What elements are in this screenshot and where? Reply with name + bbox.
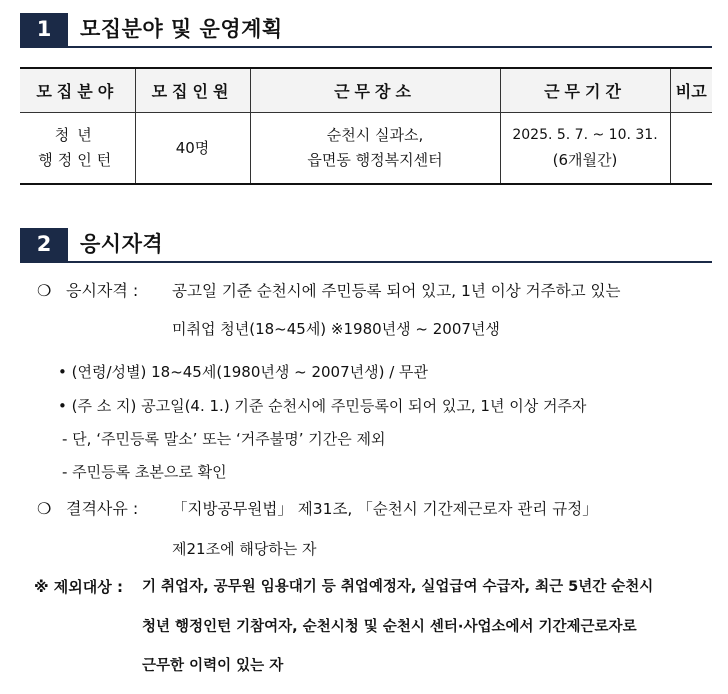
section-2-header: [20, 228, 712, 263]
cell-field: [20, 113, 135, 185]
field-line2: 행정인턴: [38, 151, 117, 169]
detail-2: - 주민등록 초본으로 확인: [62, 463, 227, 481]
q1-line2: 미취업 청년(18~45세) ※1980년생 ~ 2007년생: [172, 320, 500, 338]
exclusion-line2: 청년 행정인턴 기참여자, 순천시청 및 순천시 센터·사업소에서 기간제근로자로: [142, 619, 637, 635]
cell-note: [670, 113, 712, 185]
header-period: 근무기간: [500, 68, 670, 113]
q2-line2: 제21조에 해당하는 자: [172, 540, 317, 558]
bullet-1: • (연령/성별) 18~45세(1980년생 ~ 2007년생) / 무관: [58, 363, 429, 381]
q2-marker: ❍: [37, 499, 52, 518]
section-2-number: 2: [20, 228, 68, 261]
header-place: 근무장소: [250, 68, 500, 113]
q1-label: 응시자격 :: [66, 281, 139, 300]
recruitment-table: [20, 67, 712, 185]
table-header-row: [20, 68, 712, 113]
bullet-1-text: (연령/성별) 18~45세(1980년생 ~ 2007년생) / 무관: [71, 363, 429, 381]
header-field: 모집분야: [20, 68, 135, 113]
q2-label: 결격사유 :: [66, 499, 139, 518]
exclusion-label: ※ 제외대상 :: [34, 578, 123, 596]
exclusion-line1: 기 취업자, 공무원 임용대기 등 취업예정자, 실업급여 수급자, 최근 5년간 순천시: [142, 579, 654, 595]
place-line1: 순천시 실과소,: [326, 126, 424, 144]
cell-place: [250, 113, 500, 185]
bullet-2: • (주 소 지) 공고일(4. 1.) 기준 순천시에 주민등록이 되어 있고, 1년 이상 거주자: [58, 397, 587, 415]
header-count: 모집인원: [135, 68, 250, 113]
section-1-number: 1: [20, 13, 68, 46]
section-1-title: 모집분야 및 운영계획: [80, 17, 283, 41]
header-note: 비고: [670, 68, 712, 113]
q2-line1: 「지방공무원법」 제31조, 「순천시 기간제근로자 관리 규정」: [172, 500, 598, 518]
exclusion-line3: 근무한 이력이 있는 자: [142, 658, 284, 674]
table-row: [20, 113, 712, 185]
field-line1: 청년: [54, 126, 100, 144]
section-1-header: [20, 13, 712, 48]
detail-1: - 단, ‘주민등록 말소’ 또는 ‘거주불명’ 기간은 제외: [62, 430, 386, 448]
period-line1: 2025. 5. 7. ~ 10. 31.: [512, 127, 658, 143]
q1-line1: 공고일 기준 순천시에 주민등록 되어 있고, 1년 이상 거주하고 있는: [172, 282, 621, 300]
q1-marker: ❍: [37, 281, 52, 300]
period-line2: (6개월간): [552, 151, 618, 169]
bullet-2-text: (주 소 지) 공고일(4. 1.) 기준 순천시에 주민등록이 되어 있고, 1년 이상 거주자: [71, 397, 587, 415]
place-line2: 읍면동 행정복지센터: [307, 151, 443, 169]
cell-count: 40명: [135, 113, 250, 185]
section-2-title: 응시자격: [80, 232, 164, 256]
cell-period: [500, 113, 670, 185]
